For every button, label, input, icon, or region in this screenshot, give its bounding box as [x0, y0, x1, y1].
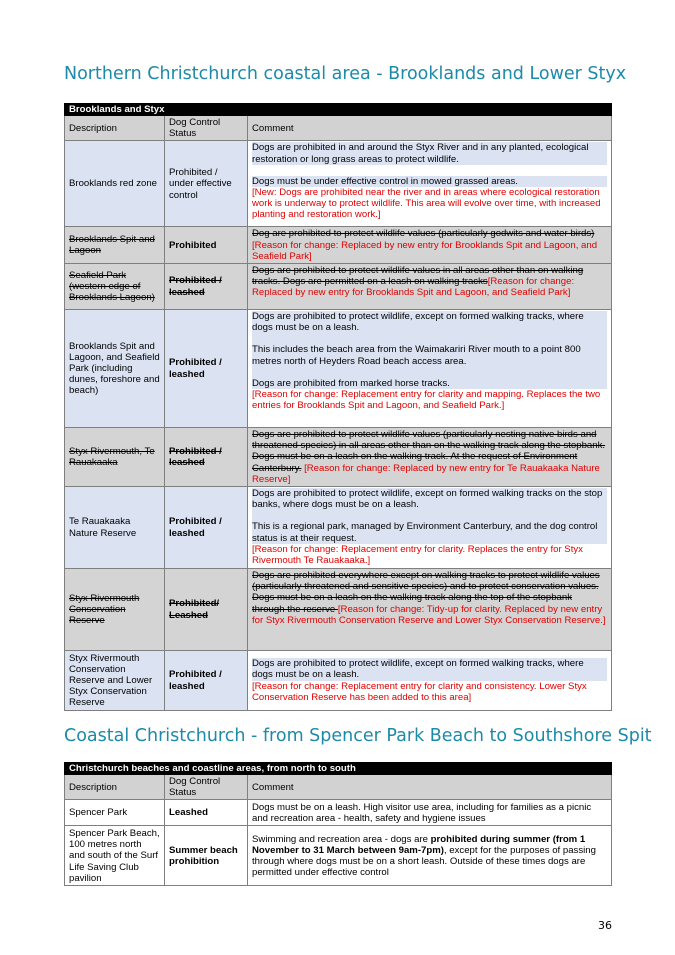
table-row — [65, 487, 612, 569]
table-row — [65, 310, 612, 428]
row-description: Styx Rivermouth, Te Rauakaaka — [65, 428, 165, 487]
row-description: Te Rauakaaka Nature Reserve — [65, 487, 165, 569]
row-status: Prohibited / leashed — [165, 264, 248, 310]
row-comment — [248, 227, 612, 264]
table-row — [65, 428, 612, 487]
comment-text: Dogs are prohibited to protect wildlife values (particularly nesting native birds and threatened species) in all areas other than on the walking track along the stopbank. Dogs must be on a leash on the walking track. At the request of Environment Canterbury. — [252, 429, 606, 474]
row-status: Prohibited / leashed — [165, 651, 248, 711]
row-status: Prohibited / leashed — [165, 428, 248, 487]
row-status: Summer beach prohibition — [165, 826, 248, 886]
row-status: Prohibited / leashed — [165, 487, 248, 569]
header-comment: Comment — [248, 775, 612, 800]
comment-text: Dogs are prohibited from marked horse tracks. — [252, 378, 607, 389]
comment-text: Dogs must be under effective control in mowed grassed areas. — [252, 176, 607, 187]
change-note: [Reason for change: Tidy-up for clarity. Replaced by new entry for Styx Rivermouth Conservation Reserve and Lower Styx Conservation Reserve.] — [252, 603, 606, 626]
row-comment — [248, 264, 612, 310]
comment-text: Dogs are prohibited in and around the Styx River and in any planted, ecological restoration or long grass areas to protect wildlife. — [252, 142, 607, 164]
row-description: Styx Rivermouth Conservation Reserve and Lower Styx Conservation Reserve — [65, 651, 165, 711]
section-heading-brooklands: Northern Christchurch coastal area - Brooklands and Lower Styx — [64, 64, 627, 84]
table-row — [65, 569, 612, 651]
row-description: Spencer Park — [65, 800, 165, 826]
row-comment — [248, 141, 612, 227]
table-title-row — [65, 763, 612, 775]
row-comment: Dogs must be on a leash. High visitor use area, including for families as a picnic and recreation area - health, safety and hygiene issues — [248, 800, 612, 826]
table-title-row — [65, 104, 612, 116]
change-note: [New: Dogs are prohibited near the river and in areas where ecological restoration work is underway to protect wildlife. This area will evolve over time, with increased planting and restoration work.] — [252, 187, 601, 221]
comment-text: Dogs are prohibited to protect wildlife, except on formed walking tracks, where dogs must be on a leash. — [252, 311, 607, 333]
row-status: Leashed — [165, 800, 248, 826]
row-comment — [248, 428, 612, 487]
section-heading-coastal: Coastal Christchurch - from Spencer Park Beach to Southshore Spit — [64, 726, 652, 746]
row-comment — [248, 487, 612, 569]
table-row — [65, 651, 612, 711]
row-comment — [248, 826, 612, 886]
row-status: Prohibited / under effective control — [165, 141, 248, 227]
brooklands-styx-table — [64, 103, 612, 711]
comment-text: Dogs are prohibited to protect wildlife values in all areas other than on walking tracks. Dogs are permitted on a leash on walking tracks — [252, 265, 584, 288]
page-number: 36 — [598, 919, 612, 932]
row-status: Prohibited/ Leashed — [165, 569, 248, 651]
row-status: Prohibited / leashed — [165, 310, 248, 428]
change-note: [Reason for change: Replacement entry for clarity. Replaces the entry for Styx Rivermouth Te Rauakaaka.] — [252, 543, 583, 567]
row-comment — [248, 651, 612, 711]
table-row — [65, 800, 612, 826]
row-description: Spencer Park Beach, 100 metres north and south of the Surf Life Saving Club pavilion — [65, 826, 165, 886]
table-header-row — [65, 116, 612, 141]
table-row — [65, 826, 612, 886]
row-description: Styx Rivermouth Conservation Reserve — [65, 569, 165, 651]
row-description: Seafield Park (western edge of Brooklands Lagoon) — [65, 264, 165, 310]
comment-text: Dogs are prohibited to protect wildlife, except on formed walking tracks, where dogs must be on a leash. — [252, 658, 607, 680]
change-note: [Reason for change: Replacement entry for clarity and mapping. Replaces the two entries for Brooklands Spit and Lagoon, and Seafield Park.] — [252, 389, 601, 412]
row-status: Prohibited — [165, 227, 248, 264]
comment-text: Dogs are prohibited to protect wildlife, except on formed walking tracks on the stop banks, where dogs must be on a leash. — [252, 488, 607, 510]
table-row — [65, 141, 612, 227]
comment-text: This is a regional park, managed by Environment Canterbury, and the dog control status is at their request. — [252, 521, 607, 543]
row-description: Brooklands red zone — [65, 141, 165, 227]
comment-text: Dogs are prohibited everywhere except on walking tracks to protect wildlife values (particularly threatened and sensitive species) and to protect conservation values. Dogs must be on a leash on the walking track along the top of the stopbank through the reserve — [252, 570, 600, 615]
comment-text: Dog are prohibited to protect wildlife values (particularly godwits and water birds) — [252, 228, 595, 240]
header-description: Description — [65, 116, 165, 141]
comment-emphasis: prohibited during summer (from 1 November to 31 March between 9am-7pm) — [252, 833, 586, 856]
comment-text: This includes the beach area from the Waimakariri River mouth to a point 800 metres north of Heyders Road beach access area. — [252, 344, 607, 366]
change-note: [Reason for change: Replaced by new entry for Te Rauakaaka Nature Reserve] — [252, 462, 600, 485]
header-comment: Comment — [248, 116, 612, 141]
comment-text: , except for the purposes of passing through where dogs must be on a short leash. Outside of these times dogs are permitted under effective control — [252, 844, 596, 879]
row-comment — [248, 569, 612, 651]
change-note: [Reason for change: Replaced by new entry for Brooklands Spit and Lagoon, and Seafield Park] — [252, 276, 575, 299]
table-title: Christchurch beaches and coastline areas, from north to south — [65, 763, 612, 775]
change-note: [Reason for change: Replaced by new entry for Brooklands Spit and Lagoon, and Seafield Park] — [252, 239, 598, 262]
table-row — [65, 264, 612, 310]
header-description: Description — [65, 775, 165, 800]
comment-text: Swimming and recreation area - dogs are — [252, 833, 431, 845]
table-title: Brooklands and Styx — [65, 104, 612, 116]
change-note: [Reason for change: Replacement entry for clarity and consistency. Lower Styx Conservation Reserve has been added to this area] — [252, 680, 587, 703]
row-description: Brooklands Spit and Lagoon — [65, 227, 165, 264]
header-status: Dog Control Status — [165, 775, 248, 800]
header-status: Dog Control Status — [165, 116, 248, 141]
table-header-row — [65, 775, 612, 800]
table-row — [65, 227, 612, 264]
row-comment — [248, 310, 612, 428]
row-description: Brooklands Spit and Lagoon, and Seafield Park (including dunes, foreshore and beach) — [65, 310, 165, 428]
christchurch-beaches-table — [64, 762, 612, 886]
